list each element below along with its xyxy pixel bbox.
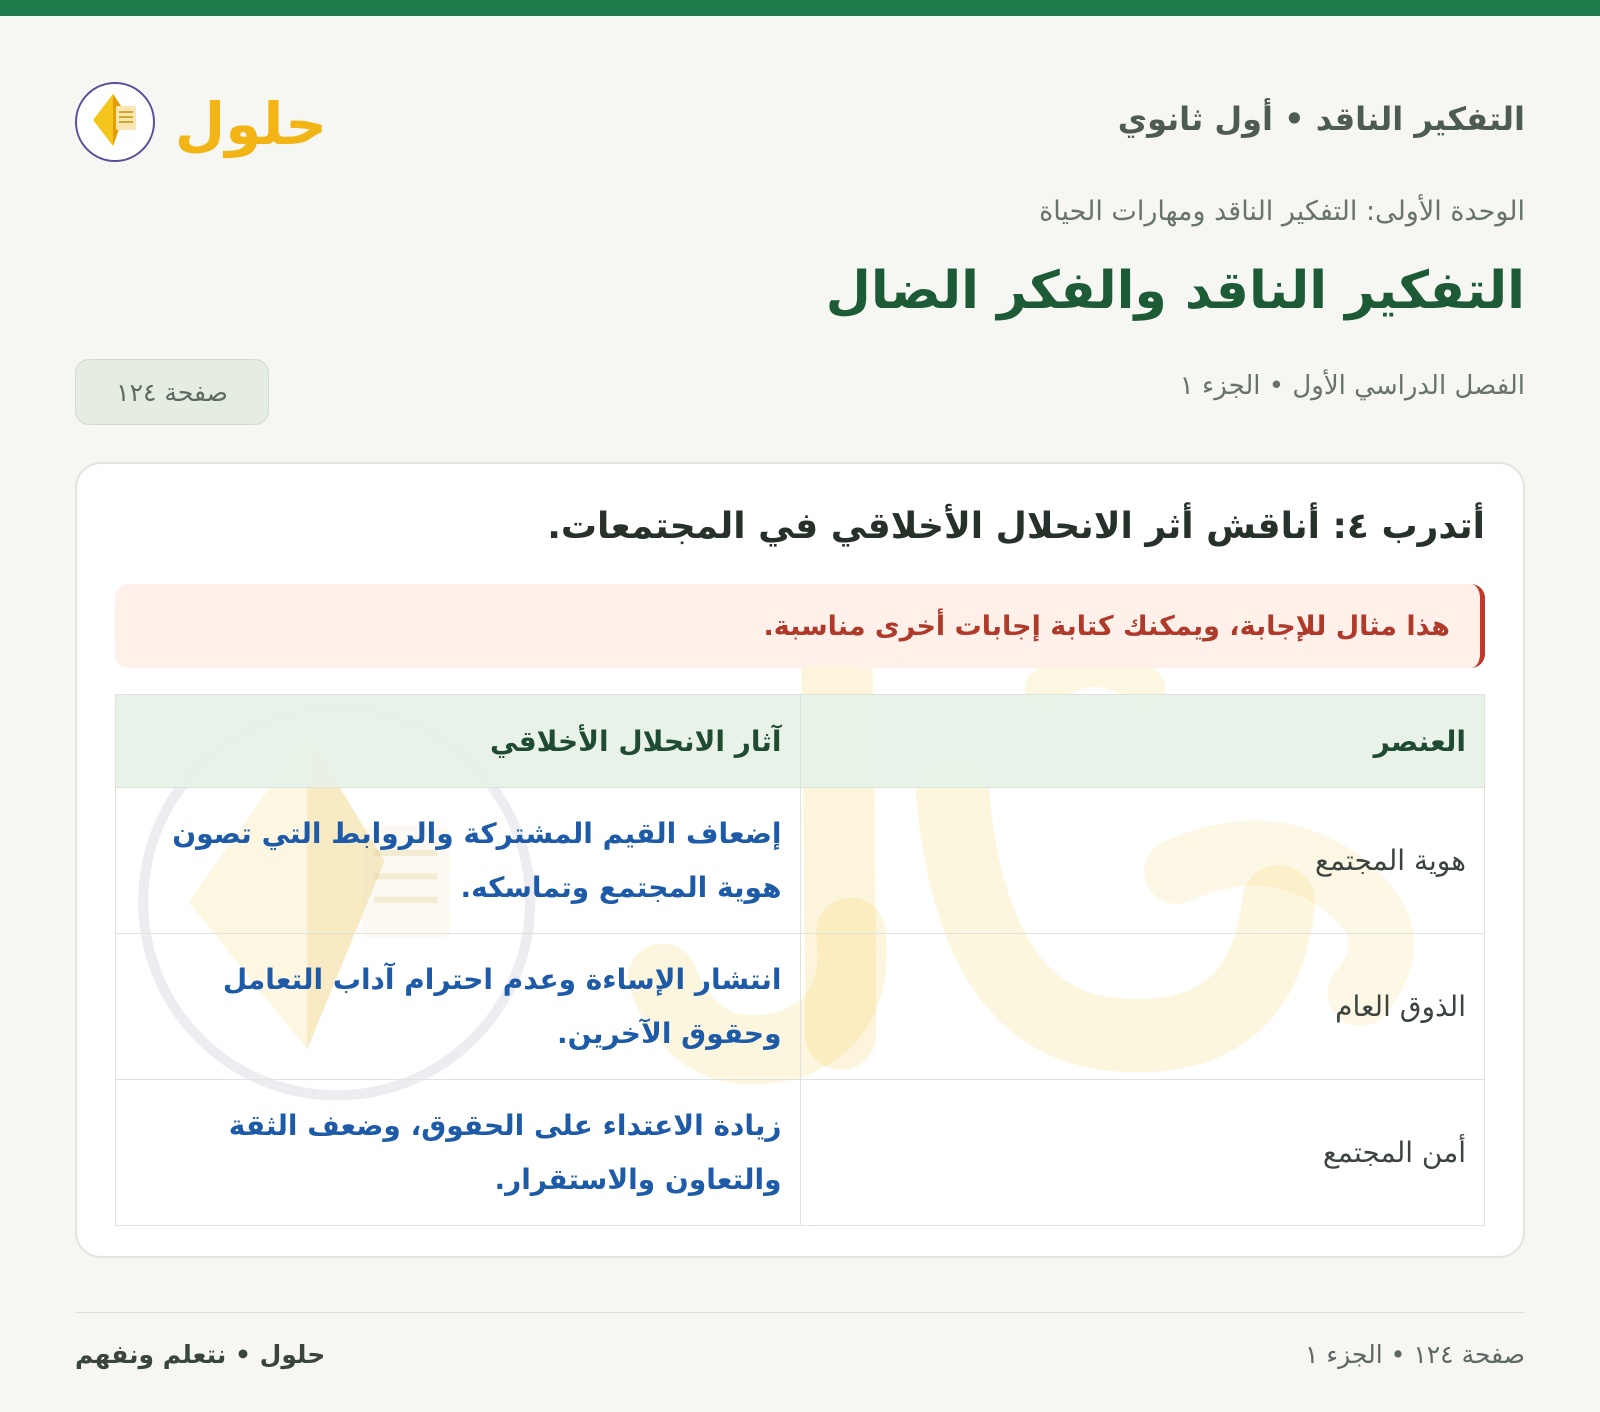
lesson-title: التفكير الناقد والفكر الضال (825, 261, 1525, 321)
site-logo (75, 66, 335, 176)
footer-page-info: صفحة ١٢٤ • الجزء ١ (1305, 1340, 1525, 1369)
table-cell-element: أمن المجتمع (800, 1080, 1485, 1226)
answer-note (115, 584, 1485, 668)
effects-table (115, 694, 1485, 1226)
table-cell-element: الذوق العام (800, 934, 1485, 1080)
page-header (75, 66, 1525, 176)
table-cell-element: هوية المجتمع (800, 788, 1485, 934)
table-cell-effect: انتشار الإساءة وعدم احترام آداب التعامل وحقوق الآخرين. (116, 934, 801, 1080)
table-row (116, 1080, 1485, 1226)
unit-title: الوحدة الأولى: التفكير الناقد ومهارات الحياة (1039, 196, 1525, 227)
footer-brand: حلول • نتعلم ونفهم (75, 1340, 326, 1369)
footer-divider (75, 1312, 1525, 1313)
answer-note-text: هذا مثال للإجابة، ويمكنك كتابة إجابات أخرى مناسبة. (763, 610, 1450, 642)
page-badge: صفحة ١٢٤ (75, 359, 269, 425)
semester-info: الفصل الدراسي الأول • الجزء ١ (1179, 371, 1525, 401)
top-accent-bar (0, 0, 1600, 16)
exercise-question: أتدرب ٤: أناقش أثر الانحلال الأخلاقي في المجتمعات. (547, 506, 1485, 547)
logo-text: حلول (174, 90, 328, 158)
effects-table-wrapper (115, 694, 1485, 1226)
page-container (75, 16, 1525, 1412)
table-row (116, 934, 1485, 1080)
subject-title: التفكير الناقد • أول ثانوي (1117, 100, 1525, 138)
exercise-card (75, 462, 1525, 1258)
table-cell-effect: زيادة الاعتداء على الحقوق، وضعف الثقة والتعاون والاستقرار. (116, 1080, 801, 1226)
table-header-row (116, 695, 1485, 788)
table-row (116, 788, 1485, 934)
header-element: العنصر (800, 695, 1485, 788)
header-effect: آثار الانحلال الأخلاقي (116, 695, 801, 788)
table-cell-effect: إضعاف القيم المشتركة والروابط التي تصون هوية المجتمع وتماسكه. (116, 788, 801, 934)
logo-icon (75, 66, 335, 176)
